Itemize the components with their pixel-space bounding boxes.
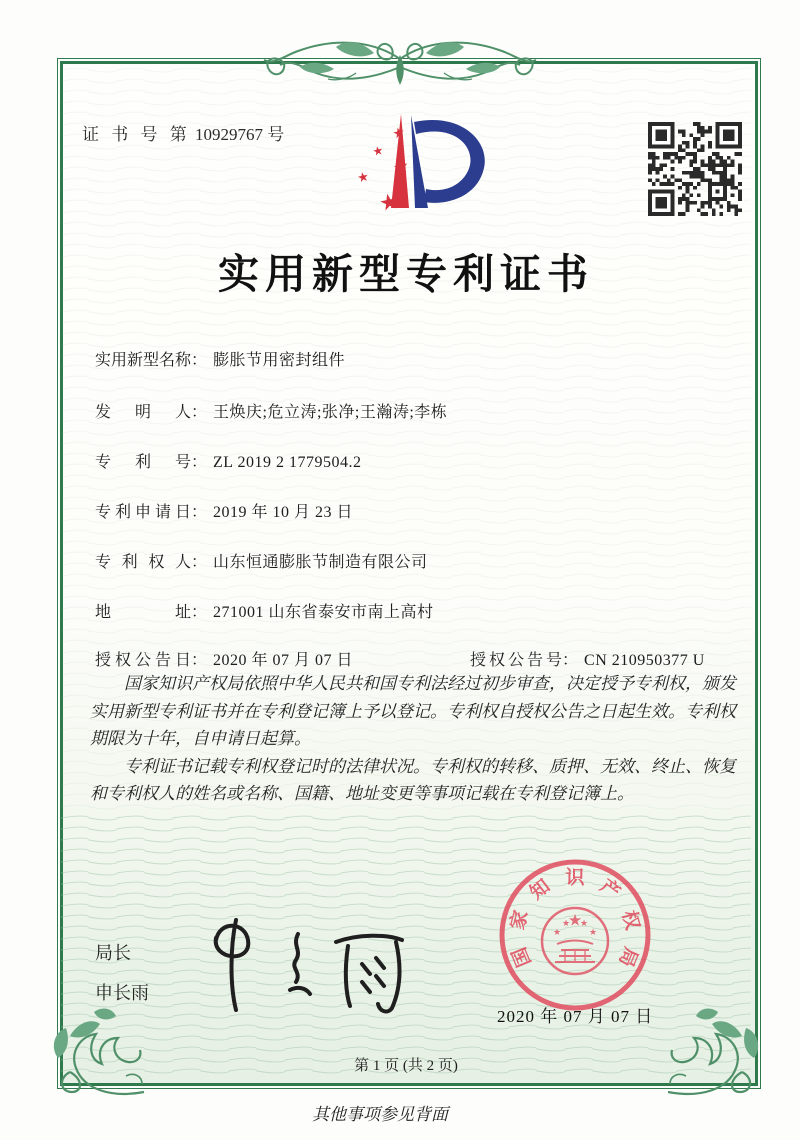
certificate-number-prefix: 证 书 号 第	[82, 125, 191, 144]
legal-paragraph-1: 国家知识产权局依照中华人民共和国专利法经过初步审查，决定授予专利权，颁发实用新型专利证书并在专利登记簿上予以登记。专利权自授权公告之日起生效。专利权期限为十年，自申请日起算。	[90, 674, 736, 748]
commissioner-name: 申长雨	[95, 983, 149, 1003]
certificate-number	[82, 120, 288, 145]
certificate-title: 实用新型专利证书	[218, 251, 594, 297]
field-label: 发明人	[95, 404, 191, 421]
svg-text:★: ★	[561, 918, 571, 928]
official-seal-icon	[494, 857, 656, 1019]
svg-text:★: ★	[355, 168, 371, 186]
svg-text:知: 知	[526, 875, 555, 904]
field-value: 2019 年 10 月 23 日	[213, 504, 354, 521]
field-value: 膨胀节用密封组件	[213, 352, 346, 369]
field-label: 地址	[95, 604, 191, 621]
legal-text	[90, 670, 742, 808]
field-row-grant	[95, 647, 745, 670]
field-row-inventors	[95, 399, 447, 422]
page-number: 第 1 页 (共 2 页)	[354, 1058, 458, 1074]
certificate-number-value: 10929767	[195, 125, 263, 144]
svg-text:★: ★	[552, 927, 562, 937]
bottom-left-flourish	[40, 1006, 150, 1098]
svg-text:★: ★	[391, 155, 411, 179]
top-border-flourish	[258, 27, 542, 89]
field-label: 授权公告号	[470, 652, 562, 669]
field-row-address	[95, 599, 434, 622]
colon: ：	[191, 454, 208, 471]
svg-text:家: 家	[507, 908, 533, 933]
commissioner-block	[95, 933, 149, 1013]
field-row-name	[95, 347, 345, 370]
field-value: CN 210950377 U	[584, 652, 705, 669]
field-value: 山东恒通膨胀节制造有限公司	[213, 554, 428, 571]
field-value: 271001 山东省泰安市南上高村	[213, 604, 434, 621]
certificate-number-suffix: 号	[267, 125, 289, 144]
field-value: 2020 年 07 月 07 日	[213, 652, 354, 669]
commissioner-title: 局长	[95, 943, 131, 963]
svg-text:局: 局	[614, 943, 642, 970]
seal-date: 2020 年 07 月 07 日	[497, 1007, 654, 1026]
svg-text:★: ★	[588, 927, 598, 937]
svg-text:识: 识	[565, 867, 585, 889]
back-note: 其他事项参见背面	[312, 1105, 448, 1124]
colon: ：	[191, 504, 208, 521]
field-label: 专利申请日	[95, 504, 191, 521]
colon: ：	[191, 352, 208, 369]
field-row-filing-date	[95, 499, 353, 522]
colon: ：	[191, 652, 208, 669]
svg-text:国: 国	[508, 943, 536, 970]
colon: ：	[191, 604, 208, 621]
svg-text:权: 权	[617, 908, 643, 933]
field-label: 授权公告日	[95, 652, 191, 669]
svg-text:★: ★	[567, 912, 583, 930]
field-label: 实用新型名称	[95, 352, 192, 369]
colon: ：	[191, 554, 208, 571]
field-value: ZL 2019 2 1779504.2	[213, 454, 362, 471]
field-label: 专利权人	[95, 554, 191, 571]
signature-handwriting	[200, 908, 430, 1020]
field-label: 专利号	[95, 454, 191, 471]
svg-text:★: ★	[376, 187, 402, 217]
field-value: 王焕庆;危立涛;张净;王瀚涛;李栋	[213, 404, 448, 421]
cnipa-logo-icon	[344, 112, 504, 238]
svg-text:★: ★	[391, 125, 407, 143]
svg-text:★: ★	[371, 143, 385, 159]
field-row-patentee	[95, 549, 428, 572]
qr-code	[648, 122, 742, 216]
colon: ：	[191, 404, 208, 421]
svg-text:产: 产	[595, 875, 624, 904]
svg-text:★: ★	[579, 918, 589, 928]
legal-paragraph-2: 专利证书记载专利权登记时的法律状况。专利权的转移、质押、无效、终止、恢复和专利权人的姓名或名称、国籍、地址变更等事项记载在专利登记簿上。	[90, 756, 736, 803]
bottom-right-flourish	[662, 1006, 772, 1098]
field-row-patent-number	[95, 449, 361, 472]
field-pair-grant-number	[470, 647, 705, 670]
colon: ：	[562, 652, 579, 669]
